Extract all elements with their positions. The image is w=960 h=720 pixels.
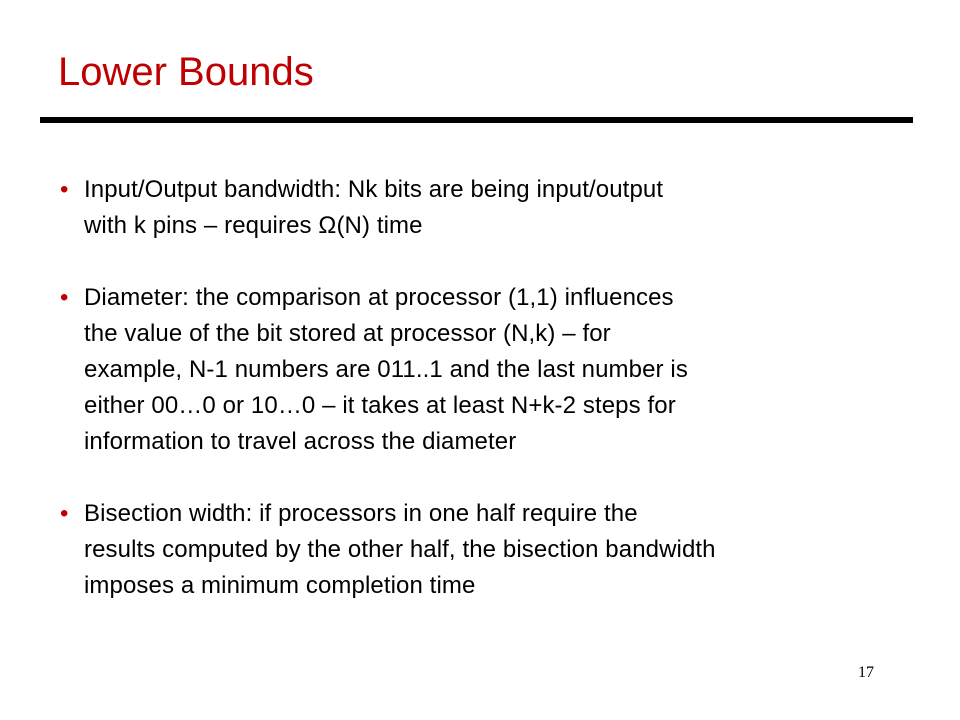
bullet-line: Input/Output bandwidth: Nk bits are being input/output (84, 176, 664, 203)
bullet-line: Bisection width: if processors in one half require the (84, 500, 638, 527)
bullet-line: information to travel across the diameter (84, 428, 517, 455)
bullet-line: imposes a minimum completion time (84, 572, 476, 599)
bullet-line: example, N-1 numbers are 011..1 and the last number is (84, 356, 688, 383)
bullet-line: Diameter: the comparison at processor (1,1) influences (84, 284, 674, 311)
bullet-line: the value of the bit stored at processor (N,k) – for (84, 320, 611, 347)
title-rule (40, 117, 913, 123)
bullet-marker: • (60, 176, 69, 203)
bullet-marker: • (60, 284, 69, 311)
bullet-line: results computed by the other half, the bisection bandwidth (84, 536, 716, 563)
bullet-bisection-width (60, 496, 940, 604)
slide-title: Lower Bounds (58, 50, 314, 94)
bullet-line: either 00…0 or 10…0 – it takes at least N+k-2 steps for (84, 392, 676, 419)
bullet-marker: • (60, 500, 69, 527)
bullet-diameter (60, 280, 940, 460)
bullet-line: with k pins – requires Ω(N) time (84, 212, 423, 239)
bullet-io-bandwidth (60, 172, 940, 244)
bullet-list (60, 172, 940, 604)
page-number: 17 (858, 664, 874, 681)
